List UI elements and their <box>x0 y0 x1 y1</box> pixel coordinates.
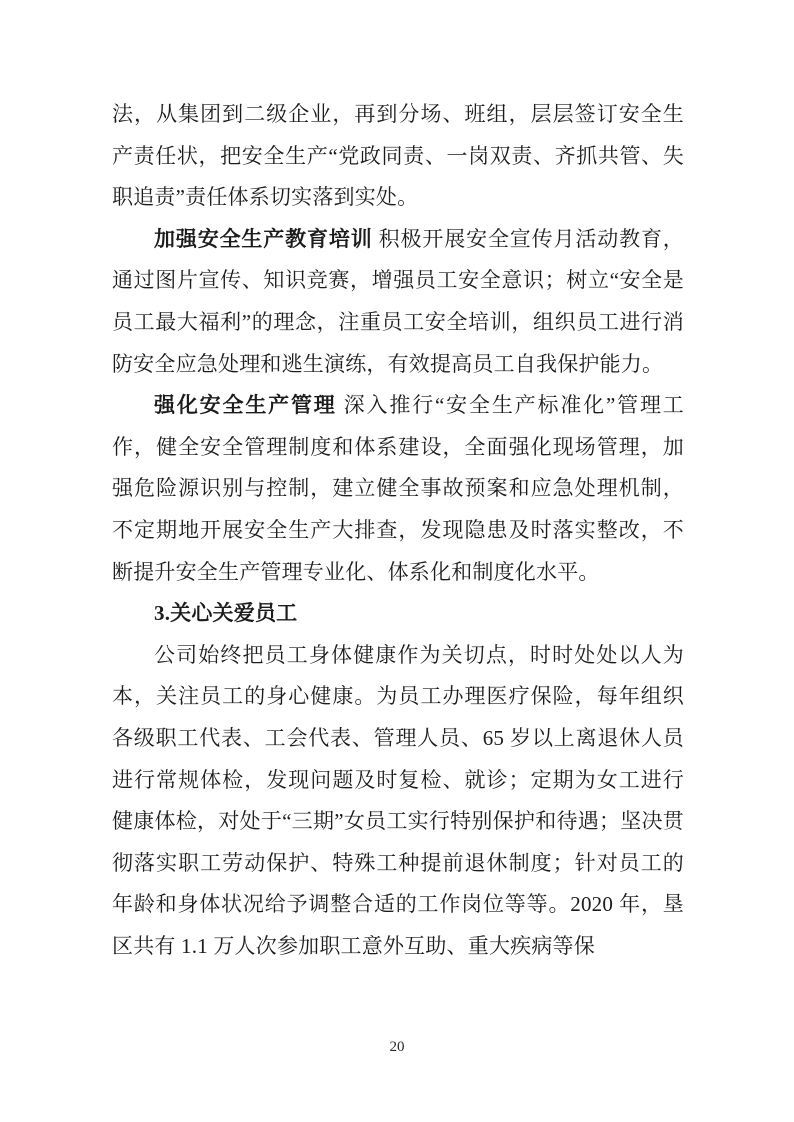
text-run: 深入推行“安全生产标准化”管理工作，健全安全管理制度和体系建设，全面强化现场管理，加强危险源识别与控制，建立健全事故预案和应急处理机制，不定期地开展安全生产大排查，发现隐患及时落实整改，不断提升安全生产管理专业化、体系化和制度化水平。 <box>112 393 684 584</box>
bold-run: 加强安全生产教育培训 <box>154 226 373 251</box>
section-heading <box>112 593 684 635</box>
paragraph <box>112 385 684 593</box>
paragraph <box>112 219 684 385</box>
text-run: 法，从集团到二级企业，再到分场、班组，层层签订安全生产责任状，把安全生产“党政同责、一岗双责、齐抓共管、失职追责”责任体系切实落到实处。 <box>112 102 684 210</box>
text-run: 积极开展安全宣传月活动教育，通过图片宣传、知识竞赛，增强员工安全意识；树立“安全是员工最大福利”的理念，注重员工安全培训，组织员工进行消防安全应急处理和逃生演练，有效提高员工自我保护能力。 <box>112 226 684 376</box>
paragraph <box>112 635 684 968</box>
paragraph <box>112 94 684 219</box>
bold-run: 强化安全生产管理 <box>154 393 337 418</box>
bold-run: 3.关心关爱员工 <box>154 601 298 626</box>
page-number: 20 <box>389 1039 405 1055</box>
document-body <box>112 94 684 967</box>
text-run: 公司始终把员工身体健康作为关切点，时时处处以人为本，关注员工的身心健康。为员工办理医疗保险，每年组织各级职工代表、工会代表、管理人员、65 岁以上离退休人员进行常规体检，发现问题及时复检、就诊；定期为女工进行健康体检，对处于“三期”女员工实行特别保护和待遇；坚决贯彻落实职工劳动保护、特殊工种提前退休制度；针对员工的年龄和身体状况给予调整合适的工作岗位等等。2020 年，垦区共有 1.1 万人次参加职工意外互助、重大疾病等保 <box>112 642 684 958</box>
